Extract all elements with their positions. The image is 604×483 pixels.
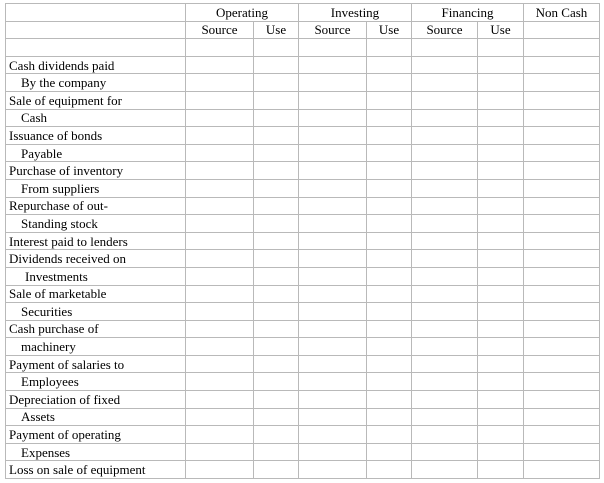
table-cell [367, 267, 412, 285]
table-cell [412, 127, 478, 145]
row-label: Interest paid to lenders [6, 232, 186, 250]
row-label: Depreciation of fixed [6, 391, 186, 409]
table-cell [524, 127, 600, 145]
table-cell [299, 179, 367, 197]
table-cell [367, 162, 412, 180]
table-cell [524, 285, 600, 303]
cash-flow-classification-table [5, 3, 600, 479]
table-cell [186, 320, 254, 338]
table-row [6, 303, 600, 321]
table-cell [186, 303, 254, 321]
table-cell [478, 232, 524, 250]
table-cell [478, 461, 524, 479]
table-cell [478, 127, 524, 145]
header-row-groups [6, 4, 600, 22]
table-cell [186, 426, 254, 444]
table-cell [254, 39, 299, 57]
table-cell [478, 408, 524, 426]
table-cell [299, 109, 367, 127]
table-cell [412, 373, 478, 391]
table-cell [412, 391, 478, 409]
table-cell [367, 179, 412, 197]
table-cell [524, 355, 600, 373]
table-cell [186, 56, 254, 74]
row-label: Cash purchase of [6, 320, 186, 338]
table-cell [478, 338, 524, 356]
table-cell [299, 355, 367, 373]
table-cell [186, 197, 254, 215]
header-financing-use: Use [478, 21, 524, 39]
table-cell [299, 232, 367, 250]
table-cell [478, 197, 524, 215]
table-cell [412, 232, 478, 250]
row-label: Purchase of inventory [6, 162, 186, 180]
table-cell [186, 461, 254, 479]
table-cell [367, 285, 412, 303]
table-cell [299, 267, 367, 285]
table-cell [412, 303, 478, 321]
table-cell [186, 267, 254, 285]
table-cell [412, 162, 478, 180]
table-cell [478, 355, 524, 373]
table-cell [367, 144, 412, 162]
table-cell [412, 179, 478, 197]
table-cell [186, 250, 254, 268]
table-row [6, 443, 600, 461]
header-investing-use: Use [367, 21, 412, 39]
table-cell [412, 109, 478, 127]
table-cell [299, 39, 367, 57]
row-label: Cash [6, 109, 186, 127]
row-label: Standing stock [6, 215, 186, 233]
row-label [6, 39, 186, 57]
table-cell [412, 426, 478, 444]
table-cell [186, 408, 254, 426]
table-cell [478, 285, 524, 303]
table-row [6, 56, 600, 74]
table-cell [186, 232, 254, 250]
table-cell [186, 127, 254, 145]
header-blank-cell [6, 21, 186, 39]
row-label: Loss on sale of equipment [6, 461, 186, 479]
table-cell [524, 215, 600, 233]
table-cell [478, 162, 524, 180]
table-cell [299, 320, 367, 338]
table-cell [524, 303, 600, 321]
table-cell [412, 215, 478, 233]
table-cell [412, 267, 478, 285]
table-row [6, 162, 600, 180]
table-cell [412, 91, 478, 109]
table-cell [478, 215, 524, 233]
table-row [6, 250, 600, 268]
table-row [6, 408, 600, 426]
table-cell [478, 391, 524, 409]
table-cell [299, 303, 367, 321]
header-investing: Investing [299, 4, 412, 22]
table-cell [299, 461, 367, 479]
table-cell [367, 197, 412, 215]
table-row [6, 39, 600, 57]
table-cell [299, 426, 367, 444]
table-cell [299, 91, 367, 109]
table-cell [524, 320, 600, 338]
table-cell [524, 74, 600, 92]
row-label: Sale of equipment for [6, 91, 186, 109]
table-row [6, 215, 600, 233]
table-cell [412, 56, 478, 74]
table-cell [524, 179, 600, 197]
table-cell [412, 443, 478, 461]
table-cell [478, 56, 524, 74]
table-cell [524, 91, 600, 109]
table-cell [254, 74, 299, 92]
table-cell [367, 56, 412, 74]
table-cell [367, 408, 412, 426]
table-cell [367, 355, 412, 373]
table-cell [524, 267, 600, 285]
table-row [6, 320, 600, 338]
table-cell [254, 355, 299, 373]
table-row [6, 338, 600, 356]
table-cell [299, 443, 367, 461]
table-cell [478, 320, 524, 338]
table-cell [478, 250, 524, 268]
table-cell [412, 74, 478, 92]
table-cell [524, 109, 600, 127]
table-cell [524, 338, 600, 356]
table-cell [412, 250, 478, 268]
table-cell [367, 303, 412, 321]
table-cell [478, 109, 524, 127]
header-blank-cell [6, 4, 186, 22]
table-cell [412, 408, 478, 426]
table-cell [412, 197, 478, 215]
table-cell [186, 285, 254, 303]
table-cell [367, 91, 412, 109]
table-cell [412, 461, 478, 479]
table-cell [412, 144, 478, 162]
table-row [6, 127, 600, 145]
table-cell [254, 443, 299, 461]
table-cell [186, 109, 254, 127]
table-cell [254, 56, 299, 74]
table-cell [412, 355, 478, 373]
table-cell [299, 338, 367, 356]
table-cell [299, 144, 367, 162]
table-cell [254, 109, 299, 127]
table-cell [254, 267, 299, 285]
table-row [6, 179, 600, 197]
row-label: Investments [6, 267, 186, 285]
table-cell [367, 250, 412, 268]
table-cell [412, 285, 478, 303]
table-cell [478, 426, 524, 444]
table-cell [524, 408, 600, 426]
table-cell [367, 426, 412, 444]
table-cell [186, 91, 254, 109]
table-row [6, 267, 600, 285]
table-row [6, 74, 600, 92]
table-cell [367, 373, 412, 391]
table-cell [524, 426, 600, 444]
row-label: From suppliers [6, 179, 186, 197]
table-cell [478, 74, 524, 92]
table-cell [186, 443, 254, 461]
table-cell [524, 461, 600, 479]
table-cell [524, 162, 600, 180]
row-label: Repurchase of out- [6, 197, 186, 215]
header-financing-source: Source [412, 21, 478, 39]
table-cell [367, 443, 412, 461]
table-cell [254, 250, 299, 268]
table-row [6, 373, 600, 391]
row-label: Issuance of bonds [6, 127, 186, 145]
row-label: Payment of operating [6, 426, 186, 444]
table-cell [254, 408, 299, 426]
table-cell [367, 320, 412, 338]
table-cell [186, 338, 254, 356]
table-cell [478, 373, 524, 391]
table-row [6, 109, 600, 127]
table-cell [367, 338, 412, 356]
table-row [6, 91, 600, 109]
row-label: Payment of salaries to [6, 355, 186, 373]
table-cell [254, 162, 299, 180]
table-cell [186, 373, 254, 391]
table-cell [367, 232, 412, 250]
table-row [6, 391, 600, 409]
table-row [6, 285, 600, 303]
table-cell [254, 91, 299, 109]
table-cell [254, 426, 299, 444]
row-label: machinery [6, 338, 186, 356]
table-cell [254, 391, 299, 409]
table-cell [524, 39, 600, 57]
table-cell [478, 443, 524, 461]
table-cell [299, 74, 367, 92]
table-row [6, 197, 600, 215]
table-cell [412, 39, 478, 57]
table-cell [299, 127, 367, 145]
header-operating-source: Source [186, 21, 254, 39]
table-cell [524, 232, 600, 250]
header-non-cash: Non Cash [524, 4, 600, 22]
table-cell [254, 285, 299, 303]
table-cell [367, 74, 412, 92]
table-row [6, 355, 600, 373]
row-label: Expenses [6, 443, 186, 461]
table-cell [367, 215, 412, 233]
table-cell [412, 338, 478, 356]
table-row [6, 144, 600, 162]
table-cell [254, 232, 299, 250]
table-cell [478, 179, 524, 197]
table-cell [186, 391, 254, 409]
header-operating: Operating [186, 4, 299, 22]
table-cell [186, 39, 254, 57]
row-label: Assets [6, 408, 186, 426]
table-cell [254, 197, 299, 215]
table-cell [254, 179, 299, 197]
table-row [6, 232, 600, 250]
table-cell [478, 144, 524, 162]
table-cell [367, 127, 412, 145]
row-label: By the company [6, 74, 186, 92]
table-cell [254, 144, 299, 162]
table-cell [299, 391, 367, 409]
table-cell [478, 267, 524, 285]
header-non-cash-blank [524, 21, 600, 39]
header-financing: Financing [412, 4, 524, 22]
table-cell [254, 303, 299, 321]
table-cell [367, 39, 412, 57]
row-label: Sale of marketable [6, 285, 186, 303]
table-cell [254, 338, 299, 356]
row-label: Cash dividends paid [6, 56, 186, 74]
table-cell [478, 303, 524, 321]
table-cell [254, 215, 299, 233]
table-cell [186, 144, 254, 162]
table-cell [478, 39, 524, 57]
table-cell [254, 373, 299, 391]
table-cell [367, 461, 412, 479]
table-cell [524, 144, 600, 162]
table-cell [299, 197, 367, 215]
table-cell [186, 74, 254, 92]
table-cell [524, 197, 600, 215]
row-label: Employees [6, 373, 186, 391]
table-cell [254, 320, 299, 338]
table-cell [186, 355, 254, 373]
table-cell [524, 373, 600, 391]
header-operating-use: Use [254, 21, 299, 39]
table-cell [186, 162, 254, 180]
row-label: Payable [6, 144, 186, 162]
table-cell [367, 109, 412, 127]
table-cell [254, 127, 299, 145]
header-investing-source: Source [299, 21, 367, 39]
table-cell [524, 443, 600, 461]
table-cell [299, 285, 367, 303]
table-cell [186, 179, 254, 197]
header-row-sub [6, 21, 600, 39]
table-cell [478, 91, 524, 109]
row-label: Securities [6, 303, 186, 321]
table-cell [299, 162, 367, 180]
table-cell [299, 373, 367, 391]
table-cell [524, 391, 600, 409]
table-cell [299, 215, 367, 233]
table-cell [412, 320, 478, 338]
table-cell [524, 56, 600, 74]
row-label: Dividends received on [6, 250, 186, 268]
table-cell [299, 250, 367, 268]
table-cell [524, 250, 600, 268]
table-cell [254, 461, 299, 479]
table-cell [367, 391, 412, 409]
table-cell [186, 215, 254, 233]
table-cell [299, 56, 367, 74]
table-row [6, 426, 600, 444]
table-cell [299, 408, 367, 426]
table-row [6, 461, 600, 479]
